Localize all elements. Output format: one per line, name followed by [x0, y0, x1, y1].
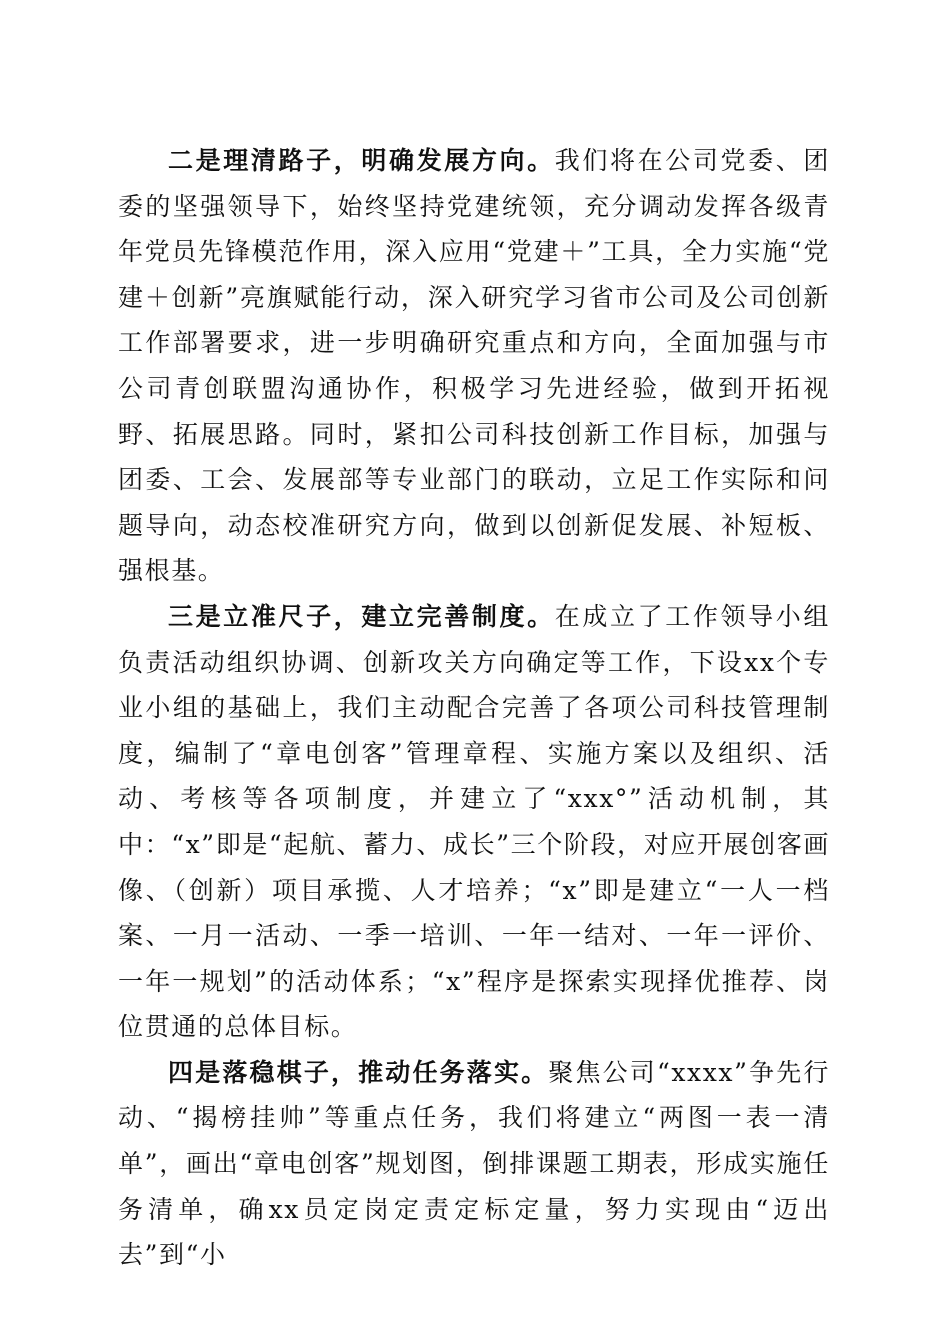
document-body: [118, 138, 830, 1278]
paragraph-heading: 二是理清路子，明确发展方向。: [168, 146, 555, 175]
paragraph-heading: 三是立准尺子，建立完善制度。: [168, 601, 555, 631]
paragraph-4-tasks: [118, 1050, 830, 1278]
paragraph-text: 在成立了工作领导小组负责活动组织协调、创新攻关方向确定等工作，下设xx个专业小组的基础上，我们主动配合完善了各项公司科技管理制度，编制了“章电创客”管理章程、实施方案以及组织、活动、考核等各项制度，并建立了“xxx°”活动机制，其中：“x”即是“起航、蓄力、成长”三个阶段，对应开展创客画像、（创新）项目承揽、人才培养；“x”即是建立“一人一档案、一月一活动、一季一培训、一年一结对、一年一评价、一年一规划”的活动体系；“x”程序是探索实现择优推荐、岗位贯通的总体目标。: [118, 601, 830, 1042]
paragraph-3-system: [118, 594, 830, 1050]
paragraph-text: 聚焦公司“xxxx”争先行动、“揭榜挂帅”等重点任务，我们将建立“两图一表一清单”，画出“章电创客”规划图，倒排课题工期表，形成实施任务清单，确xx员定岗定责定标定量，努力实现由“迈出去”到“小: [118, 1057, 830, 1270]
paragraph-text: 我们将在公司党委、团委的坚强领导下，始终坚持党建统领，充分调动发挥各级青年党员先锋模范作用，深入应用“党建＋”工具，全力实施“党建＋创新”亮旗赋能行动，深入研究学习省市公司及公司创新工作部署要求，进一步明确研究重点和方向，全面加强与市公司青创联盟沟通协作，积极学习先进经验，做到开拓视野、拓展思路。同时，紧扣公司科技创新工作目标，加强与团委、工会、发展部等专业部门的联动，立足工作实际和问题导向，动态校准研究方向，做到以创新促发展、补短板、强根基。: [118, 146, 830, 586]
paragraph-2-path: [118, 138, 830, 594]
paragraph-heading: 四是落稳棋子，推动任务落实。: [168, 1057, 549, 1087]
